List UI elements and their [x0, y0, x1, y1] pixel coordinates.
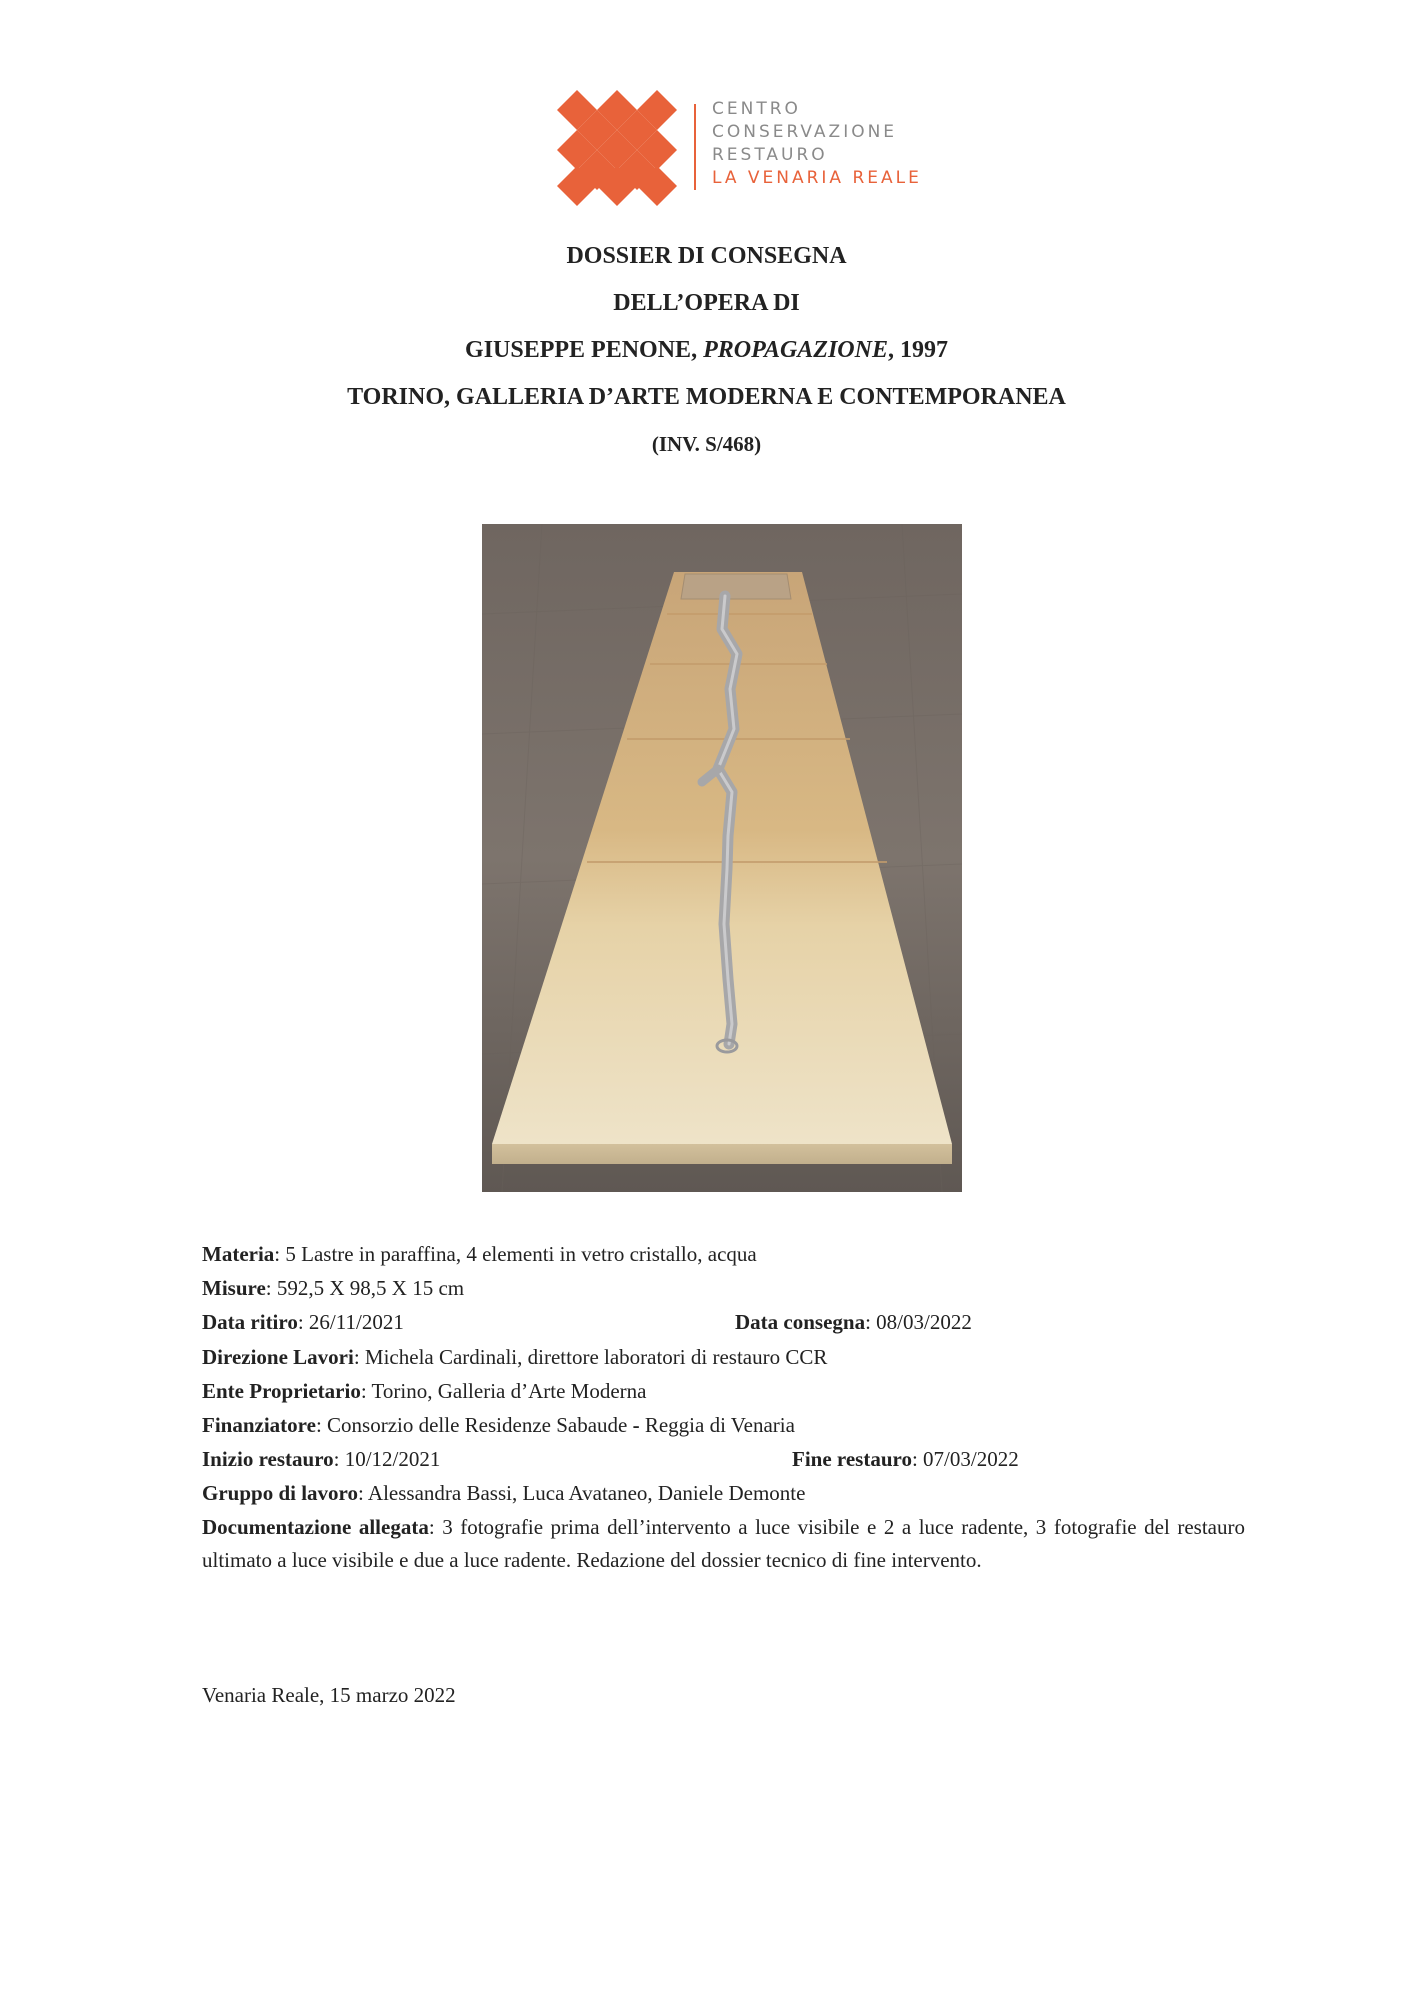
- detail-documentazione: [202, 1511, 1245, 1577]
- fine-restauro: [792, 1442, 1019, 1476]
- finanziatore-value-2: Reggia di Venaria: [639, 1412, 795, 1437]
- misure-label: Misure: [202, 1276, 266, 1301]
- materia-value: : 5 Lastre in paraffina, 4 elementi in vetro cristallo, acqua: [274, 1242, 757, 1266]
- detail-gruppo: [202, 1476, 1245, 1510]
- documentazione-value: : 3 fotografie prima dell’intervento a luce visibile e 2 a luce radente, 3 fotografie del restauro ultimato a luce visibile e due a luce radente. Redazione del dossier tecnico di fine intervento.: [202, 1514, 1245, 1572]
- finanziatore-label: Finanziatore: [202, 1412, 316, 1437]
- work-year: , 1997: [887, 337, 948, 363]
- work-title: PROPAGAZIONE: [703, 337, 888, 363]
- title-line-3: [0, 332, 1413, 379]
- misure-value: : 592,5 X 98,5 X 15 cm: [265, 1276, 465, 1301]
- logo-line-2: CONSERVAZIONE: [712, 122, 898, 142]
- data-ritiro-label: Data ritiro: [202, 1310, 298, 1335]
- gruppo-label: Gruppo di lavoro: [202, 1481, 358, 1506]
- title-line-1: DOSSIER DI CONSEGNA: [566, 243, 847, 269]
- direzione-value: : Michela Cardinali, direttore laboratori di restauro CCR: [353, 1344, 828, 1369]
- fine-label: Fine restauro: [792, 1447, 912, 1472]
- finanziatore-value: : Consorzio delle Residenze Sabaude: [315, 1412, 633, 1437]
- detail-materia: [202, 1237, 1245, 1271]
- detail-restauro-dates: [202, 1442, 1245, 1476]
- data-consegna-value: : 08/03/2022: [865, 1310, 972, 1335]
- gruppo-value: : Alessandra Bassi, Luca Avataneo, Daniele Demonte: [357, 1481, 806, 1506]
- documentazione-label: Documentazione allegata: [202, 1514, 429, 1539]
- place-date-signoff: Venaria Reale, 15 marzo 2022: [202, 1683, 456, 1707]
- dossier-title: [0, 238, 1413, 473]
- ccr-logo: [555, 88, 935, 208]
- logo-text: [712, 98, 922, 190]
- inizio-label: Inizio restauro: [202, 1447, 334, 1472]
- artist-name: GIUSEPPE PENONE,: [465, 337, 698, 363]
- artwork-details: [202, 1237, 1245, 1577]
- logo-line-4: LA VENARIA REALE: [712, 168, 922, 188]
- inventory-number: (INV. S/468): [651, 432, 762, 456]
- materia-label: Materia: [202, 1242, 275, 1266]
- diamond-grid-icon: [555, 88, 685, 208]
- detail-direzione: [202, 1340, 1245, 1374]
- data-consegna-label: Data consegna: [735, 1310, 866, 1335]
- finanziatore-dash: -: [632, 1412, 640, 1437]
- data-ritiro-value: : 26/11/2021: [297, 1310, 404, 1335]
- direzione-label: Direzione Lavori: [202, 1344, 354, 1369]
- logo-line-3: RESTAURO: [712, 145, 828, 165]
- data-consegna: [735, 1305, 972, 1339]
- logo-divider: [694, 104, 696, 190]
- logo-line-1: CENTRO: [712, 99, 801, 119]
- ente-label: Ente Proprietario: [202, 1378, 361, 1403]
- detail-ente: [202, 1374, 1245, 1408]
- detail-dates-pickup: [202, 1305, 1245, 1339]
- ente-value: : Torino, Galleria d’Arte Moderna: [360, 1378, 647, 1403]
- inizio-value: : 10/12/2021: [333, 1447, 441, 1472]
- title-line-4: TORINO, GALLERIA D’ARTE MODERNA E CONTEMPORANEA: [347, 384, 1066, 410]
- artwork-photo: [482, 524, 962, 1192]
- title-line-2: DELL’OPERA DI: [613, 290, 800, 316]
- detail-finanziatore: [202, 1408, 1245, 1442]
- fine-value: : 07/03/2022: [911, 1447, 1019, 1472]
- detail-misure: [202, 1271, 1245, 1305]
